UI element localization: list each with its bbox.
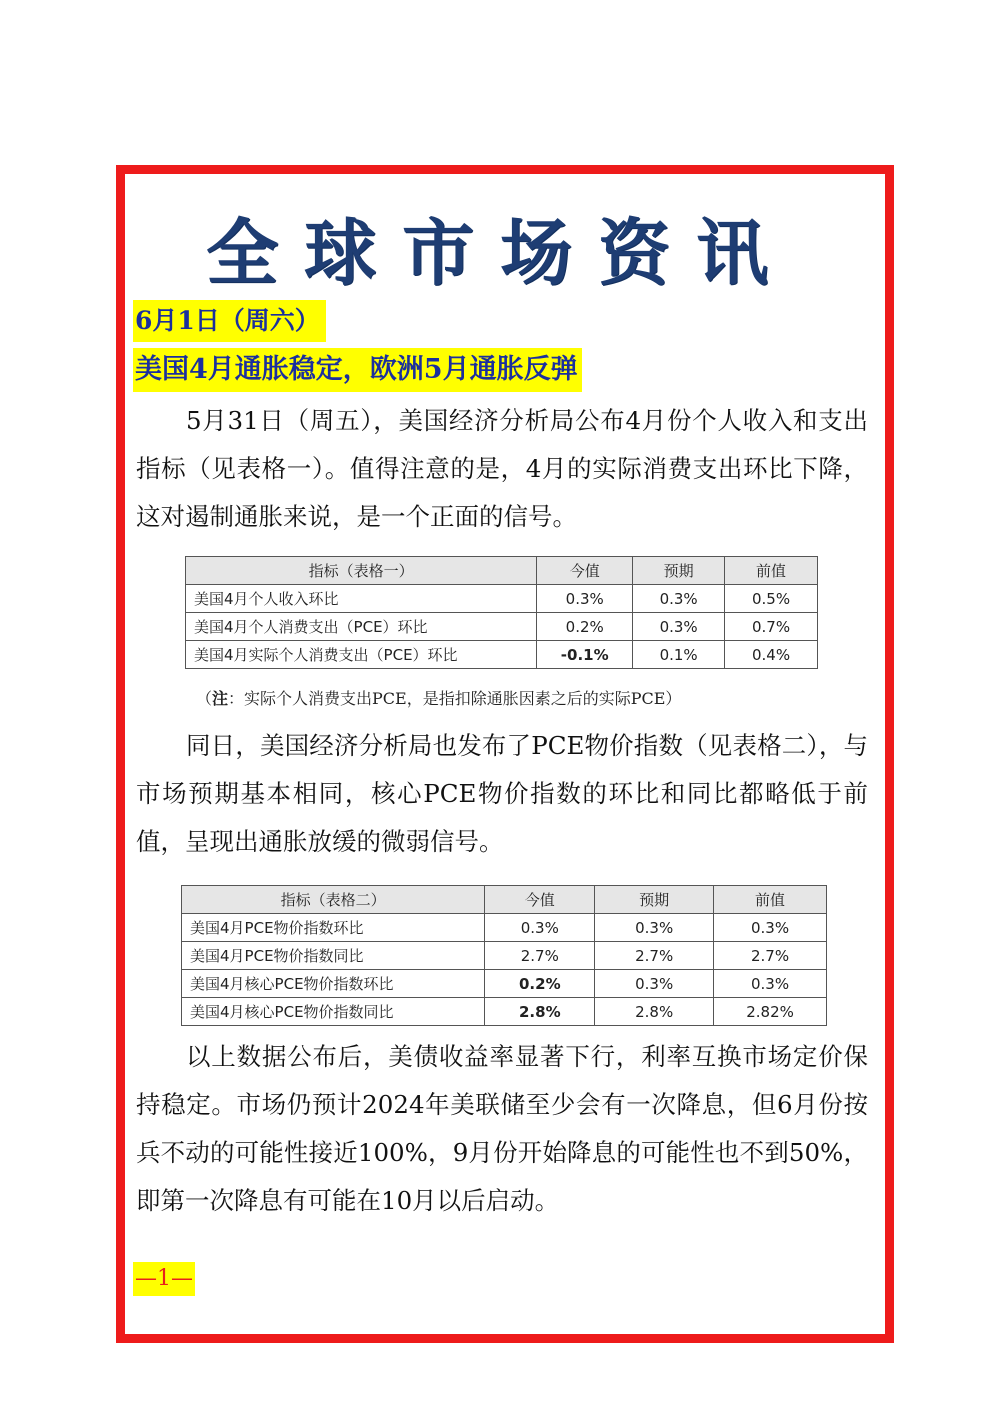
table-personal-income-spending — [185, 556, 818, 669]
header-forecast: 预期 — [633, 557, 725, 585]
page-number: —1— — [133, 1262, 195, 1296]
table-header-row — [186, 557, 818, 585]
forecast-value: 0.1% — [633, 641, 725, 669]
article-headline: 美国4月通胀稳定，欧洲5月通胀反弹 — [133, 348, 582, 392]
previous-value: 0.7% — [725, 613, 818, 641]
actual-value: 0.3% — [485, 914, 595, 942]
header-actual: 今值 — [485, 886, 595, 914]
forecast-value: 0.3% — [595, 914, 714, 942]
previous-value: 0.3% — [714, 970, 827, 998]
actual-value: 0.2% — [537, 613, 633, 641]
actual-value: 0.2% — [485, 970, 595, 998]
table-row — [186, 585, 818, 613]
row-label: 美国4月PCE物价指数环比 — [182, 914, 485, 942]
previous-value: 2.82% — [714, 998, 827, 1026]
actual-value: 2.7% — [485, 942, 595, 970]
table-row — [182, 970, 827, 998]
table-row — [182, 998, 827, 1026]
previous-value: 0.5% — [725, 585, 818, 613]
forecast-value: 2.8% — [595, 998, 714, 1026]
table-header-row — [182, 886, 827, 914]
previous-value: 2.7% — [714, 942, 827, 970]
masthead-title: 全球市场资讯 — [205, 210, 794, 295]
date-line: 6月1日（周六） — [133, 300, 326, 342]
table-pce-price-index — [181, 885, 827, 1026]
paragraph-2: 同日，美国经济分析局也发布了PCE物价指数（见表格二），与市场预期基本相同，核心PCE物价指数的环比和同比都略低于前值，呈现出通胀放缓的微弱信号。 — [136, 731, 868, 856]
header-forecast: 预期 — [595, 886, 714, 914]
header-actual: 今值 — [537, 557, 633, 585]
header-indicator: 指标（表格二） — [182, 886, 485, 914]
table-note — [196, 686, 681, 709]
row-label: 美国4月核心PCE物价指数同比 — [182, 998, 485, 1026]
header-indicator: 指标（表格一） — [186, 557, 537, 585]
note-text: ：实际个人消费支出PCE，是指扣除通胀因素之后的实际PCE） — [228, 689, 682, 708]
paragraph-1: 5月31日（周五），美国经济分析局公布4月份个人收入和支出指标（见表格一）。值得注意的是，4月的实际消费支出环比下降，这对遏制通胀来说，是一个正面的信号。 — [136, 406, 868, 531]
table-row — [186, 641, 818, 669]
table-row — [186, 613, 818, 641]
previous-value: 0.4% — [725, 641, 818, 669]
paragraph-3: 以上数据公布后，美债收益率显著下行，利率互换市场定价保持稳定。市场仍预计2024年美联储至少会有一次降息，但6月份按兵不动的可能性接近100%，9月份开始降息的可能性也不到50%，即第一次降息有可能在10月以后启动。 — [136, 1042, 868, 1215]
row-label: 美国4月核心PCE物价指数环比 — [182, 970, 485, 998]
actual-value: 2.8% — [485, 998, 595, 1026]
row-label: 美国4月PCE物价指数同比 — [182, 942, 485, 970]
forecast-value: 0.3% — [633, 585, 725, 613]
forecast-value: 0.3% — [595, 970, 714, 998]
actual-value: -0.1% — [537, 641, 633, 669]
row-label: 美国4月个人收入环比 — [186, 585, 537, 613]
table-row — [182, 914, 827, 942]
header-previous: 前值 — [714, 886, 827, 914]
note-label: 注 — [212, 689, 229, 708]
forecast-value: 0.3% — [633, 613, 725, 641]
note-open-paren: （ — [196, 689, 213, 708]
row-label: 美国4月个人消费支出（PCE）环比 — [186, 613, 537, 641]
actual-value: 0.3% — [537, 585, 633, 613]
table-row — [182, 942, 827, 970]
header-previous: 前值 — [725, 557, 818, 585]
forecast-value: 2.7% — [595, 942, 714, 970]
row-label: 美国4月实际个人消费支出（PCE）环比 — [186, 641, 537, 669]
previous-value: 0.3% — [714, 914, 827, 942]
